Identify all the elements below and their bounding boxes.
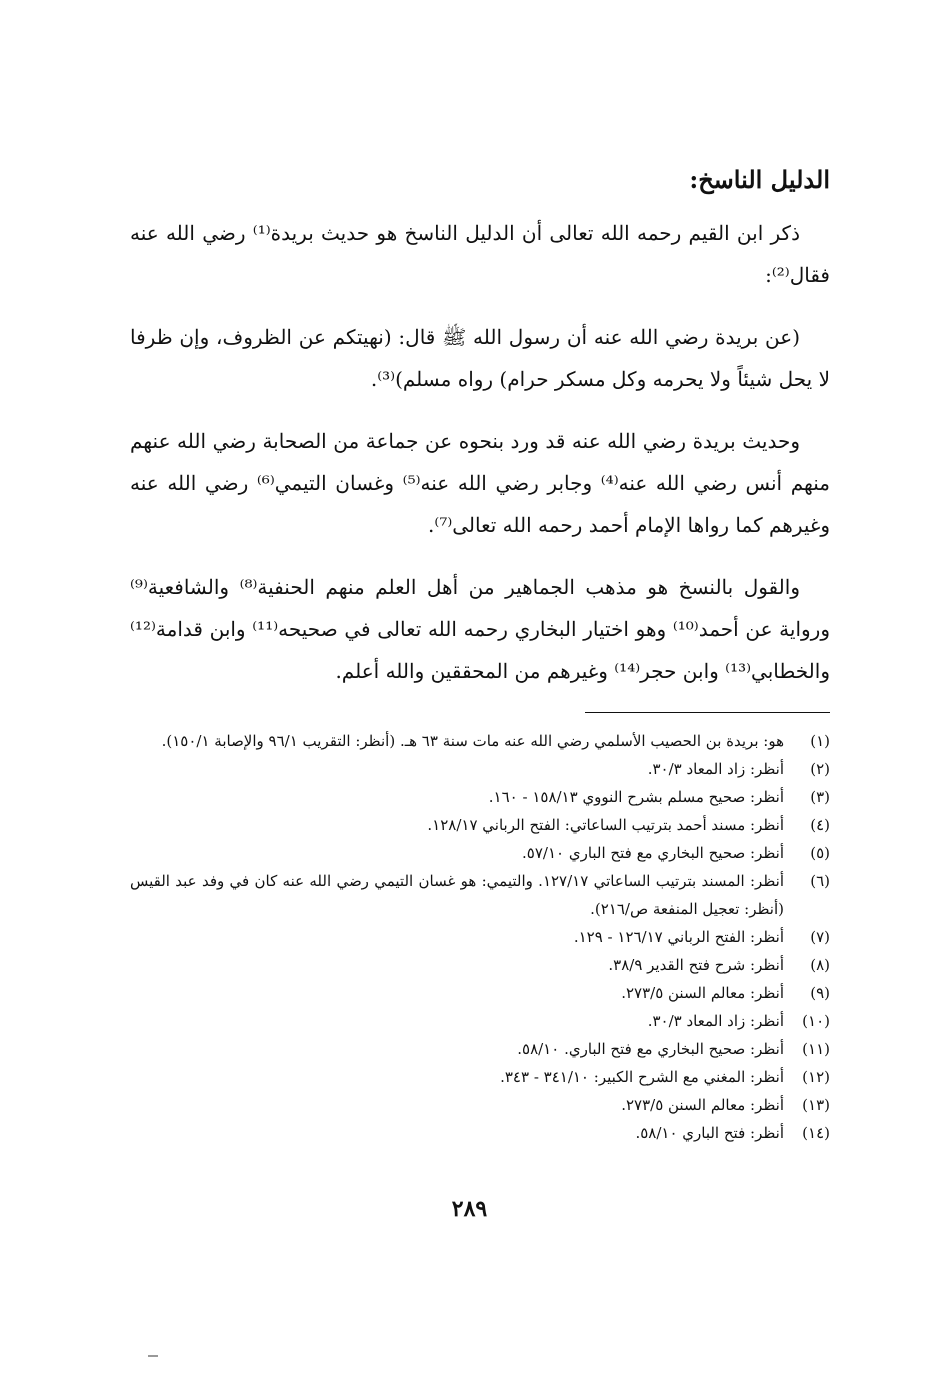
footnote-item	[130, 811, 830, 839]
footnote-number: (٢)	[810, 760, 830, 778]
footnote-item	[130, 1119, 830, 1147]
page-number: ٢٨٩	[451, 1196, 488, 1222]
footnote-text: أنظر: فتح الباري ٥٨/١٠.	[635, 1124, 784, 1142]
scan-speck	[148, 1355, 158, 1357]
footnote-text: أنظر: معالم السنن ٢٧٣/٥.	[621, 1096, 784, 1114]
footnote-text: أنظر: معالم السنن ٢٧٣/٥.	[621, 984, 784, 1002]
footnote-text: أنظر: صحيح البخاري مع فتح الباري. ٥٨/١٠.	[517, 1040, 784, 1058]
page-body	[130, 160, 830, 1147]
footnote-number: (١)	[810, 732, 830, 750]
footnote-item	[130, 839, 830, 867]
footnote-number: (١٣)	[802, 1096, 830, 1114]
section-heading: الدليل الناسخ:	[689, 165, 830, 194]
footnote-item	[130, 923, 830, 951]
footnote-number: (٣)	[810, 788, 830, 806]
footnote-text: أنظر: صحيح البخاري مع فتح الباري ٥٧/١٠.	[522, 844, 784, 862]
footnote-item	[130, 1063, 830, 1091]
footnote-text: أنظر: شرح فتح القدير ٣٨/٩.	[608, 956, 784, 974]
footnote-item	[130, 1007, 830, 1035]
footnote-number: (٥)	[810, 844, 830, 862]
footnote-text: أنظر: المغني مع الشرح الكبير: ٣٤١/١٠ - ٣٤٣.	[500, 1068, 784, 1086]
footnote-text: هو: بريدة بن الحصيب الأسلمي رضي الله عنه مات سنة ٦٣ هـ. (أنظر: التقريب ٩٦/١ والإصابة ١٥٠/١).	[161, 732, 784, 750]
footnote-number: (٦)	[810, 872, 830, 890]
footnote-text: أنظر: مسند أحمد بترتيب الساعاتي: الفتح الرباني ١٢٨/١٧.	[427, 816, 784, 834]
footnote-text: أنظر: زاد المعاد ٣٠/٣.	[647, 1012, 784, 1030]
footnote-number: (١١)	[802, 1040, 830, 1058]
footnote-number: (١٢)	[802, 1068, 830, 1086]
footnote-number: (٩)	[810, 984, 830, 1002]
footnote-number: (٧)	[810, 928, 830, 946]
footnote-item	[130, 951, 830, 979]
paragraph-1: ذكر ابن القيم رحمه الله تعالى أن الدليل الناسخ هو حديث بريدة⁽¹⁾ رضي الله عنه فقال⁽²⁾:	[130, 221, 830, 287]
footnote-item	[130, 1091, 830, 1119]
footnote-item	[130, 867, 830, 923]
footnote-number: (١٠)	[802, 1012, 830, 1030]
footnote-number: (٨)	[810, 956, 830, 974]
footnote-text: أنظر: صحيح مسلم بشرح النووي ١٥٨/١٣ - ١٦٠.	[488, 788, 784, 806]
footnote-item	[130, 727, 830, 755]
footnote-text: أنظر: زاد المعاد ٣٠/٣.	[647, 760, 784, 778]
footnote-item	[130, 783, 830, 811]
footnote-item	[130, 1035, 830, 1063]
footnote-divider	[585, 712, 830, 713]
footnote-text: أنظر: المسند بترتيب الساعاتي ١٢٧/١٧. والتيمي: هو غسان التيمي رضي الله عنه كان في وفد عبد القيس (أنظر: تعجيل المنفعة ص/٢١٦).	[130, 872, 784, 918]
footnote-number: (٤)	[810, 816, 830, 834]
paragraph-4: والقول بالنسخ هو مذهب الجماهير من أهل العلم منهم الحنفية⁽⁸⁾ والشافعية⁽⁹⁾ ورواية عن أحمد⁽¹⁰⁾ وهو اختيار البخاري رحمه الله تعالى في صحيحه⁽¹¹⁾ وابن قدامة⁽¹²⁾ والخطابي⁽¹³⁾ وابن حجر⁽¹⁴⁾ وغيرهم من المحققين والله أعلم.	[130, 575, 830, 683]
paragraph-2: (عن بريدة رضي الله عنه أن رسول الله ﷺ قال: (نهيتكم عن الظروف، وإن ظرفا لا يحل شيئاً ولا يحرمه وكل مسكر حرام) رواه مسلم)⁽³⁾.	[130, 325, 830, 391]
footnote-text: أنظر: الفتح الرباني ١٢٦/١٧ - ١٢٩.	[573, 928, 784, 946]
footnote-item	[130, 755, 830, 783]
paragraph-3: وحديث بريدة رضي الله عنه قد ورد بنحوه عن جماعة من الصحابة رضي الله عنهم منهم أنس رضي الله عنه⁽⁴⁾ وجابر رضي الله عنه⁽⁵⁾ وغسان التيمي⁽⁶⁾ رضي الله عنه وغيرهم كما رواها الإمام أحمد رحمه الله تعالى⁽⁷⁾.	[130, 429, 831, 537]
footnotes-list	[130, 727, 830, 1147]
footnote-item	[130, 979, 830, 1007]
footnote-number: (١٤)	[802, 1124, 830, 1142]
